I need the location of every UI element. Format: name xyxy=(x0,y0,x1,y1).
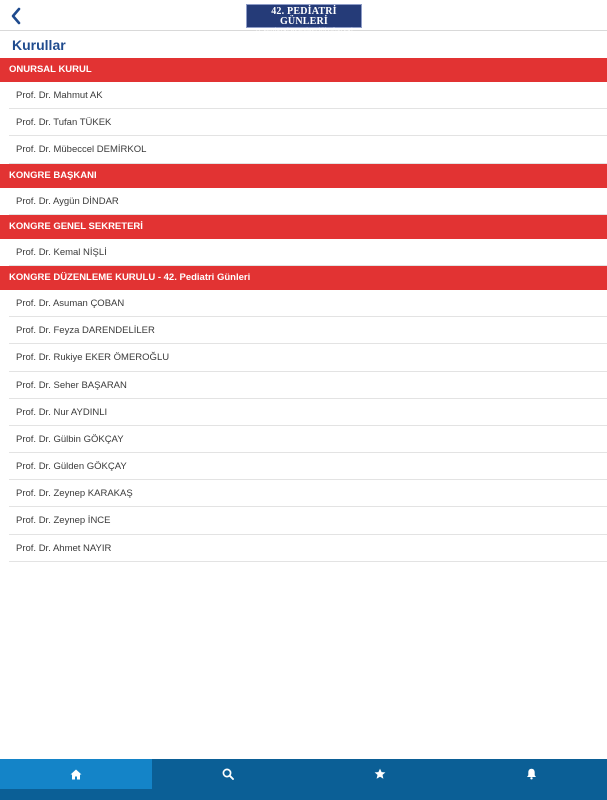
section-header: KONGRE BAŞKANI xyxy=(0,164,607,188)
nav-favorites[interactable] xyxy=(304,759,456,789)
list-item[interactable]: Prof. Dr. Rukiye EKER ÖMEROĞLU xyxy=(9,344,607,371)
nav-notifications[interactable] xyxy=(455,759,607,789)
top-bar xyxy=(0,0,607,34)
nav-bottom-strip xyxy=(0,789,607,800)
bell-icon xyxy=(526,768,537,780)
app-logo xyxy=(246,4,362,34)
list-item[interactable]: Prof. Dr. Mübeccel DEMİRKOL xyxy=(9,136,607,163)
list-item[interactable]: Prof. Dr. Feyza DARENDELİLER xyxy=(9,317,607,344)
list-item[interactable]: Prof. Dr. Nur AYDINLI xyxy=(9,399,607,426)
list-item[interactable]: Prof. Dr. Mahmut AK xyxy=(9,82,607,109)
list-item[interactable]: Prof. Dr. Asuman ÇOBAN xyxy=(9,290,607,317)
logo-sub-text: 21. PEDİATRİ HEMŞİRELİĞİ GÜNLERİ xyxy=(255,28,353,34)
back-button[interactable] xyxy=(8,6,24,26)
committee-list xyxy=(0,58,607,562)
page-title: Kurullar xyxy=(12,37,66,53)
section-header: KONGRE GENEL SEKRETERİ xyxy=(0,215,607,239)
bottom-nav xyxy=(0,759,607,800)
list-item[interactable]: Prof. Dr. Ahmet NAYIR xyxy=(9,535,607,562)
list-item[interactable]: Prof. Dr. Gülbin GÖKÇAY xyxy=(9,426,607,453)
search-icon xyxy=(222,768,234,780)
section-header: ONURSAL KURUL xyxy=(0,58,607,82)
section-header: KONGRE DÜZENLEME KURULU - 42. Pediatri Günleri xyxy=(0,266,607,290)
list-item[interactable]: Prof. Dr. Gülden GÖKÇAY xyxy=(9,453,607,480)
list-item[interactable]: Prof. Dr. Zeynep KARAKAŞ xyxy=(9,480,607,507)
chevron-left-icon xyxy=(8,6,24,26)
list-item[interactable]: Prof. Dr. Tufan TÜKEK xyxy=(9,109,607,136)
list-item[interactable]: Prof. Dr. Aygün DİNDAR xyxy=(9,188,607,215)
home-icon xyxy=(70,769,82,780)
nav-search[interactable] xyxy=(152,759,304,789)
list-item[interactable]: Prof. Dr. Seher BAŞARAN xyxy=(9,372,607,399)
nav-home[interactable] xyxy=(0,759,152,789)
list-item[interactable]: Prof. Dr. Kemal NİŞLİ xyxy=(9,239,607,266)
list-item[interactable]: Prof. Dr. Zeynep İNCE xyxy=(9,507,607,534)
logo-main-text: 42. PEDİATRİ GÜNLERİ xyxy=(271,6,337,27)
star-icon xyxy=(374,768,386,780)
